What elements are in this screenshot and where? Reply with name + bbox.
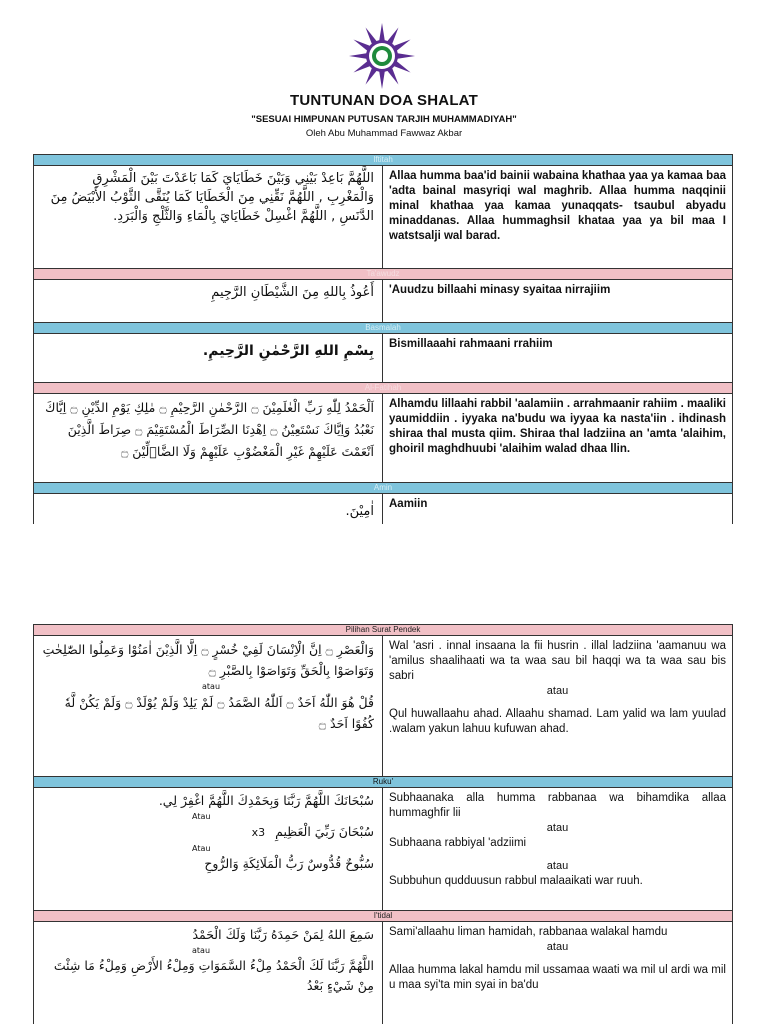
muhammadiyah-logo-icon: [346, 22, 418, 90]
latin-text: Subhaana rabbiyal 'adziimi: [389, 837, 527, 849]
prayer-table-page-2: [33, 624, 733, 1024]
latin-text: Subhaanaka alla humma rabbanaa wa bihamdika allaa hummaghfir lii: [389, 792, 726, 819]
latin-text: Alhamdu lillaahi rabbil 'aalamiin . arrahmaanir rahiim . maaliki yaumiddiin . iyyaka na'budu wa iyyaa ka nasta'iin . ihdinash shiraa thal musta qiim. Shiraa thal ladziina an 'amta 'alaihim, ghoiril maghdhuubi 'alaihim walad dhaa llin.: [389, 398, 726, 455]
atau-label: atau: [192, 946, 211, 955]
table-row: [34, 334, 732, 382]
arabic-text: سَمِعَ اللهُ لِمَنْ حَمِدَهُ رَبَّنَا وَلَكَ الْحَمْدُ: [192, 927, 374, 942]
section-heading-itidal: I'tidal: [34, 910, 732, 922]
document-author: Oleh Abu Muhammad Fawwaz Akbar: [305, 128, 463, 139]
arabic-text: اللَّهُمَّ رَبَّنَا لَكَ الْحَمْدُ مِلْءُ السَّمَوَاتِ وَمِلْءُ الأَرْضِ وَمِلْءُ مَا شِئْتَ مِنْ شَيْءٍ بَعْدُ: [53, 958, 374, 993]
arabic-text: اٰمِيْنَ.: [34, 494, 383, 524]
arabic-text: اَلْحَمْدُ لِلّٰهِ رَبِّ الْعٰلَمِيْنَ ۝ الرَّحْمٰنِ الرَّحِيْمِ ۝ مٰلِكِ يَوْمِ الدِّيْنِ ۝ اِيَّاكَ نَعْبُدُ وَاِيَّاكَ نَسْتَعِيْنُ ۝ اِهْدِنَا الصِّرَاطَ الْمُسْتَقِيْمَ ۝ صِرَاطَ الَّذِيْنَ اَنْعَمْتَ عَلَيْهِمْ غَيْرِ الْمَغْضُوْبِ عَلَيْهِمْ وَلَا الضَّاۤلِّيْنَ ۝: [34, 394, 383, 482]
arabic-text: اللَّهُمَّ بَاعِدْ بَيْنِي وَبَيْنَ خَطَايَايَ كَمَا بَاعَدْتَ بَيْنَ الْمَشْرِقِ وَالْمَغْرِبِ , اللَّهُمَّ نَقِّنِي مِنَ الْخَطَايَا كَمَا يُنَقَّى الثَّوْبُ الأَبْيَضُ مِنَ الدَّنَسِ , اللَّهُمَّ اغْسِلْ خَطَايَايَ بِالْمَاءِ وَالثَّلْجِ وَالْبَرَدِ.: [34, 166, 383, 268]
arabic-column: [34, 636, 383, 776]
latin-text: Qul huwallaahu ahad. Allaahu shamad. Lam yalid wa lam yuulad .walam yakun lahuu kufuwan ahad.: [389, 708, 726, 735]
latin-column: [383, 788, 732, 910]
document-subtitle: "SESUAI HIMPUNAN PUTUSAN TARJIH MUHAMMADIYAH": [251, 114, 517, 125]
arabic-text: أَعُوذُ بِاللهِ مِنَ الشَّيْطَانِ الرَّجِيمِ: [34, 280, 383, 322]
section-heading-surat-pendek: Pilihan Surat Pendek: [34, 624, 732, 636]
arabic-text: سُبُّوحٌ قُدُّوسٌ رَبُّ الْمَلَائِكَةِ وَالرُّوحِ: [204, 856, 374, 871]
spacer: [389, 851, 726, 859]
prayer-table-page-1: [33, 154, 733, 524]
arabic-text: وَالْعَصْرِ ۝ اِنَّ الْاِنْسَانَ لَفِيْ خُسْرٍ ۝ اِلَّا الَّذِيْنَ اٰمَنُوْا وَعَمِلُوا الصّٰلِحٰتِ وَتَوَاصَوْا بِالْحَقِّ وَتَوَاصَوْا بِالصَّبْرِ ۝: [42, 642, 374, 678]
arabic-text: قُلْ هُوَ اللّٰهُ اَحَدٌ ۝ اَللّٰهُ الصَّمَدُ ۝ لَمْ يَلِدْ وَلَمْ يُوْلَدْ ۝ وَلَمْ يَكُنْ لَّهٗ كُفُوًا اَحَدٌ ۝: [64, 695, 374, 731]
atau-label: atau: [546, 822, 569, 834]
page-separator: [0, 560, 768, 622]
atau-label: atau: [546, 941, 569, 953]
arabic-column: [34, 788, 383, 910]
table-row: [34, 788, 732, 910]
atau-label: Atau: [192, 812, 211, 821]
spacer: [389, 955, 726, 963]
arabic-column: [34, 922, 383, 1024]
atau-label: atau: [546, 685, 569, 697]
arabic-text: سُبْحَانَكَ اللَّهُمَّ رَبَّنَا وَبِحَمْدِكَ اللَّهُمَّ اغْفِرْ لِي.: [158, 793, 374, 808]
latin-column: [383, 922, 732, 1024]
section-heading-taawudz: Ta'awudz: [34, 268, 732, 280]
latin-column: [383, 636, 732, 776]
table-row: [34, 922, 732, 1024]
atau-label: atau: [202, 682, 221, 691]
latin-text: Bismillaaahi rahmaani rrahiim: [389, 338, 553, 350]
table-row: [34, 166, 732, 268]
latin-text: Subbuhun qudduusun rabbul malaaikati war ruuh.: [389, 875, 643, 887]
table-row: [34, 280, 732, 322]
latin-text: Aamiin: [389, 498, 428, 510]
table-row: [34, 494, 732, 524]
section-heading-amin: Amin: [34, 482, 732, 494]
section-heading-iftitah: Iftitah: [34, 154, 732, 166]
document-page-2: [0, 622, 768, 1024]
section-heading-ruku: Ruku': [34, 776, 732, 788]
section-heading-al-fatihah: Al-Fatihah: [34, 382, 732, 394]
arabic-row: [42, 822, 374, 843]
latin-text: Allaa humma baa'id bainii wabaina khathaa yaa ya kamaa baa 'adta bainal masyriqi wal maghrib. Allaa humma naqqinii minal khathaa yaa kamaa yunaqqats- tsaubul abyadu minaddanas. Allaa hummaghsil khataa yaa ya bil maa I watstsalji wal barad.: [389, 170, 726, 242]
spacer: [389, 699, 726, 707]
arabic-text: بِسْمِ اللهِ الرَّحْمٰنِ الرَّحِيمِ.: [34, 334, 383, 382]
latin-text: Sami'allaahu liman hamidah, rabbanaa walakal hamdu: [389, 926, 668, 938]
document-title: TUNTUNAN DOA SHALAT: [290, 92, 478, 109]
arabic-text: سُبْحَانَ رَبِّيَ الْعَظِيمِ: [275, 824, 374, 839]
times-label: x3: [251, 826, 266, 839]
section-heading-basmalah: Basmalah: [34, 322, 732, 334]
atau-label: Atau: [192, 844, 211, 853]
table-row: [34, 636, 732, 776]
atau-label: atau: [546, 860, 569, 872]
latin-text: Allaa humma lakal hamdu mil ussamaa waati wa mil ul ardi wa mil u maa syi'ta min syai in ba'du: [389, 964, 726, 991]
latin-text: Wal 'asri . innal insaana la fii husrin . illal ladziina 'aamanuu wa 'amilus shaalihaati wa ta waa sau bil haqqi wa ta waa sau bis sabri: [389, 640, 726, 682]
table-row: [34, 394, 732, 482]
latin-text: 'Auudzu billaahi minasy syaitaa nirrajiim: [389, 284, 611, 296]
